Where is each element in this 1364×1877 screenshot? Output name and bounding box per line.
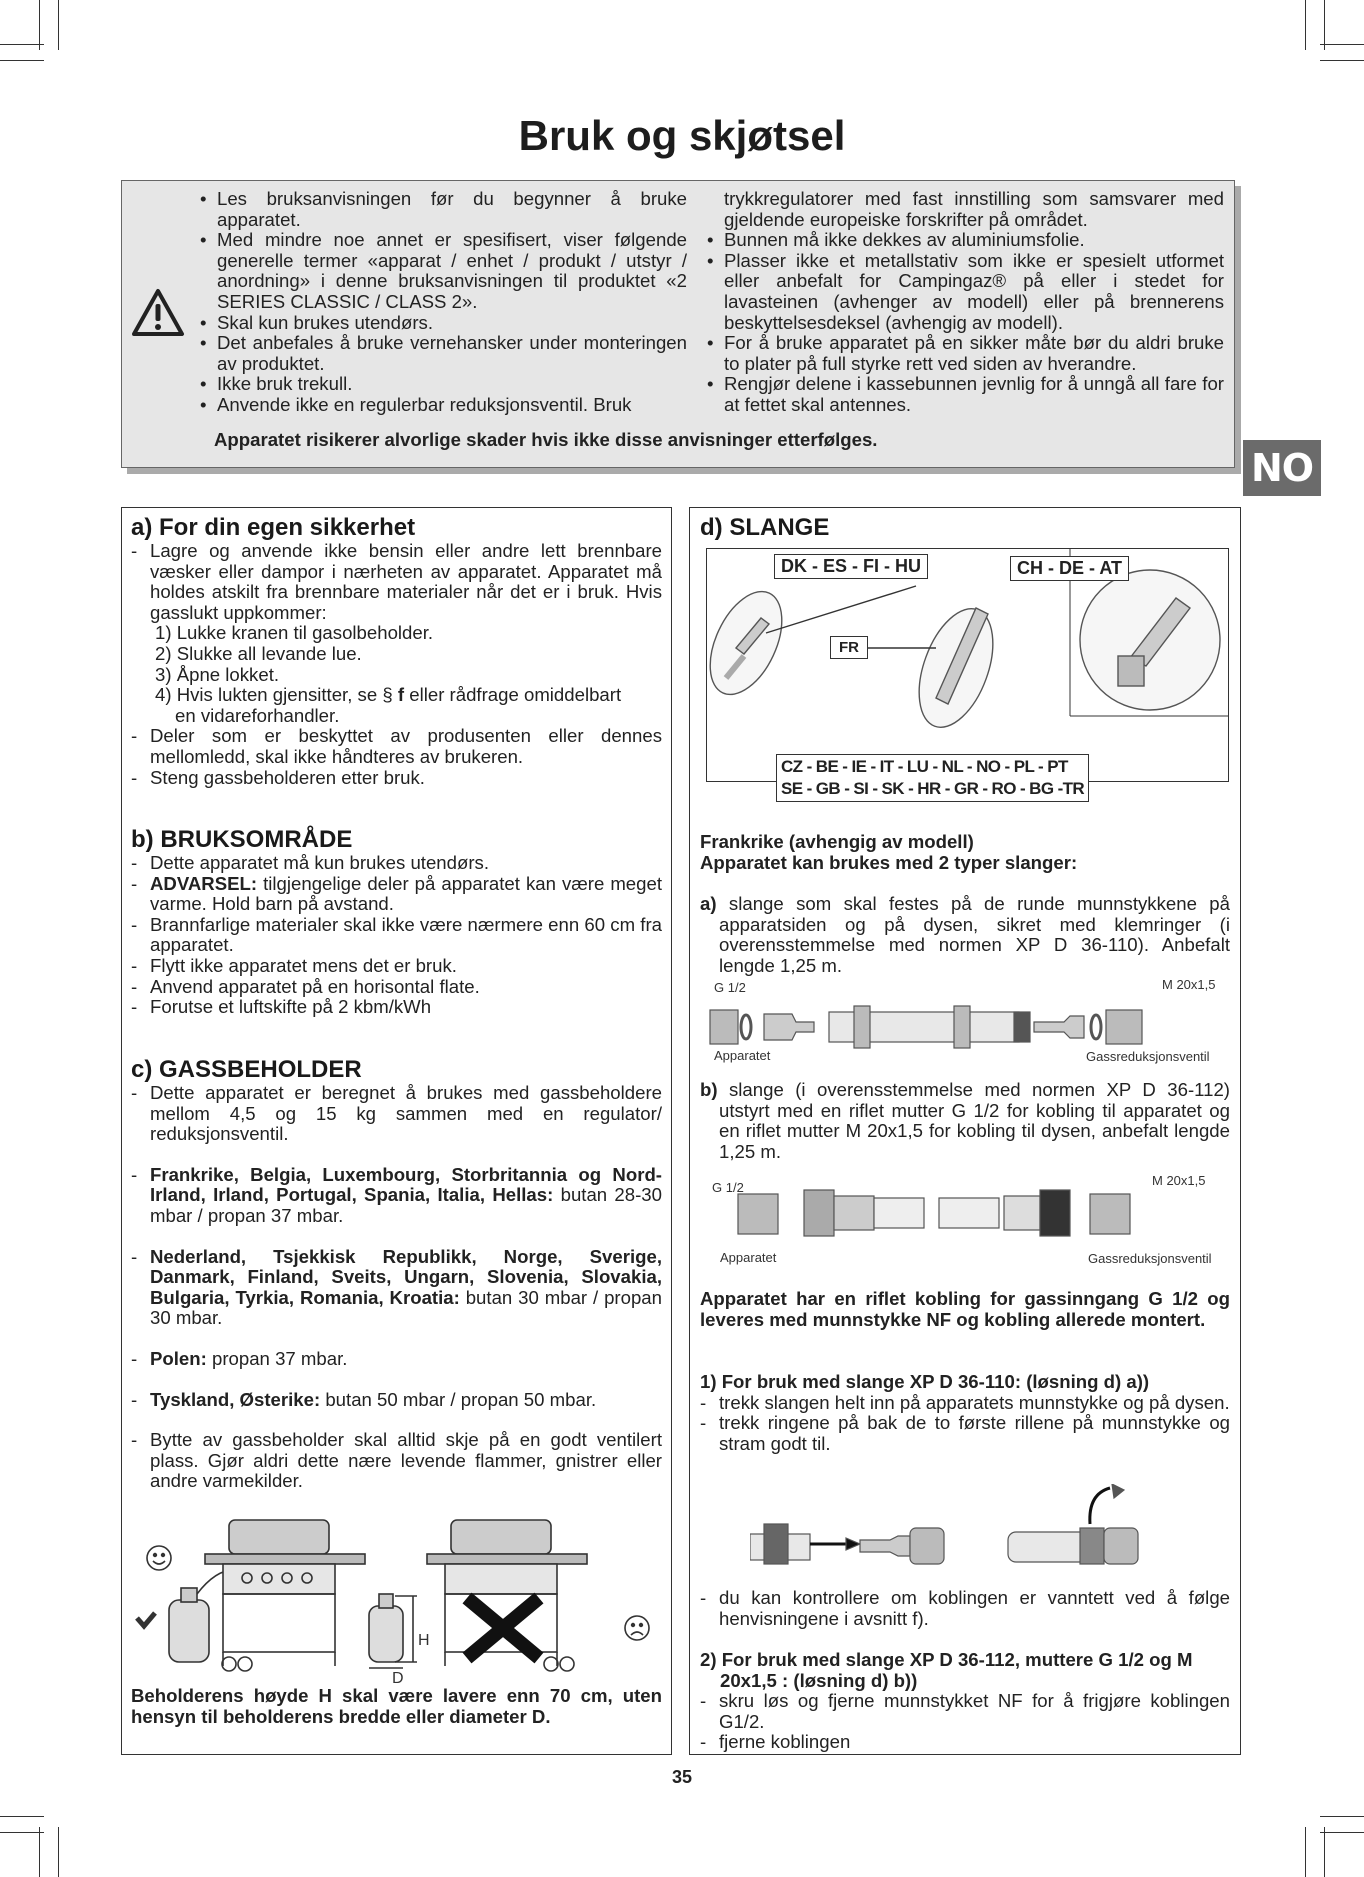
country-label-ch: CH - DE - AT xyxy=(1010,556,1129,581)
option-text: slange som skal festes på de runde munnstykkene på apparatsiden og på dysen, sikret med klemringer (i overensstemmelse med normen XP D 36-110). Anbefalt lengde 1,25 m. xyxy=(719,893,1230,976)
step-text: eller rådfrage omiddelbart xyxy=(409,684,622,706)
crop-mark xyxy=(1305,1827,1306,1877)
step-item: 1) Lukke kranen til gasolbeholder. xyxy=(155,622,434,644)
crop-mark xyxy=(1320,1832,1364,1833)
section-a-body xyxy=(131,541,662,788)
step1-block xyxy=(700,1372,1230,1454)
step-text: 4) Hvis lukten gjensitter, se § xyxy=(155,684,393,706)
crop-mark xyxy=(0,44,44,45)
clamp-figure xyxy=(750,1484,1230,1584)
country-list: Polen: xyxy=(150,1347,207,1369)
list-item: - Steng gassbeholderen etter bruk. xyxy=(131,768,662,789)
step2-heading: 2) For bruk med slange XP D 36-112, muttere G 1/2 og M 20x1,5 : (løsning d) b)) xyxy=(700,1649,1193,1691)
crop-mark xyxy=(58,0,59,50)
warning-column-left xyxy=(197,189,687,416)
country-label-fr: FR xyxy=(830,636,868,659)
list-item: - du kan kontrollere om koblingen er vanntett ved å følge henvisningene i avsnitt f). xyxy=(700,1588,1230,1629)
warning-item: • Bunnen må ikke dekkes av aluminiumsfolie. xyxy=(704,230,1224,251)
list-item: - Deler som er beskyttet av produsenten eller dennes mellomledd, skal ikke håndteres av brukeren. xyxy=(131,726,662,767)
crop-mark xyxy=(0,1816,44,1817)
warning-item: • Les bruksanvisningen før du begynner å bruke apparatet. xyxy=(197,189,687,230)
section-ref: f xyxy=(397,684,405,706)
pressure-text: propan 37 mbar. xyxy=(212,1347,348,1369)
list-item: - Lagre og anvende ikke bensin eller andre lett brennbare væsker eller dampor i nærheten av apparatet. Apparatet må holdes atskilt fra brennbare materialer når det er i bruk. Hvis gasslukt uppkommer: xyxy=(131,541,662,623)
cross-icon xyxy=(467,1598,539,1658)
section-d-heading: d) SLANGE xyxy=(700,514,830,541)
country-line: SE - GB - SI - SK - HR - GR - RO - BG -TR xyxy=(781,779,1085,798)
warning-item: • For å bruke apparatet på en sikker måte bør du aldri bruke to plater på full styrke rett ved siden av hverandre. xyxy=(704,333,1224,374)
regulator-label: Gassreduksjonsventil xyxy=(1086,1049,1210,1064)
warning-item: • Det anbefales å bruke vernehansker under monteringen av produktet. xyxy=(197,333,687,374)
warning-item: • Skal kun brukes utendørs. xyxy=(197,313,687,334)
option-text: slange (i overensstemmelse med normen XP D 36-112) utstyrt med en riflet mutter G 1/2 for kobling til apparatet og en riflet mutter M 20x1,5 for kobling til dysen, anbefalt lengde 1,25 m. xyxy=(719,1079,1230,1162)
page-number: 35 xyxy=(671,1767,693,1787)
step1-heading: 1) For bruk med slange XP D 36-110: (løsning d) a)) xyxy=(700,1371,1150,1392)
sad-face-icon xyxy=(625,1616,649,1640)
warning-item-continued: trykkregulatorer med fast innstilling som samsvarer med gjeldende europeiske forskrifter på området. xyxy=(724,188,1224,230)
diameter-label: D xyxy=(392,1670,404,1687)
list-item: - Dette apparatet er beregnet å brukes med gassbeholdere mellom 4,5 og 15 kg sammen med en regulator/ reduksjonsventil. xyxy=(131,1083,662,1145)
list-item: - Flytt ikke apparatet mens det er bruk. xyxy=(131,956,662,977)
crop-mark xyxy=(1320,44,1364,45)
right-panel xyxy=(689,507,1241,1755)
step2-block xyxy=(700,1650,1230,1753)
warning-triangle-icon xyxy=(131,288,185,338)
country-list: Tyskland, Østerike: xyxy=(150,1388,321,1410)
crop-mark xyxy=(1324,1827,1325,1877)
country-list: Nederland, Tsjekkisk Republikk, Norge, Sverige, Danmark, Finland, Sveits, Ungarn, Slovenia, Slovakia, Bulgaria, Tyrkia, Romania, Kroatia: xyxy=(150,1245,662,1308)
height-label: H xyxy=(418,1632,430,1649)
list-item: - trekk slangen helt inn på apparatets munnstykke og på dysen. xyxy=(700,1393,1230,1414)
country-label-dk: DK - ES - FI - HU xyxy=(774,554,928,579)
hose-connector-figure xyxy=(706,548,1229,782)
warning-box xyxy=(121,180,1235,468)
step-item: 3) Åpne lokket. xyxy=(155,663,280,685)
apparatus-label: Apparatet xyxy=(714,1048,771,1063)
country-line: CZ - BE - IE - IT - LU - NL - NO - PL - PT xyxy=(781,757,1068,776)
apparatus-label: Apparatet xyxy=(720,1250,777,1265)
france-line: Frankrike (avhengig av modell) xyxy=(700,831,974,852)
thread-label-g12: G 1/2 xyxy=(712,1180,744,1195)
hose-type-b xyxy=(700,1080,1230,1162)
thread-label-g12: G 1/2 xyxy=(714,980,746,995)
list-item: - trekk ringene på bak de to første rillene på munnstykke og stram godt til. xyxy=(700,1413,1230,1454)
warning-label: ADVARSEL: xyxy=(150,872,258,894)
warning-item: • Med mindre noe annet er spesifisert, viser følgende generelle termer «apparat / enhet / produkt / utstyr / anordning» i denne bruksanvisningen til produktet «2 SERIES CLASSIC / CLASS 2». xyxy=(197,230,687,312)
warning-item: • Ikke bruk trekull. xyxy=(197,374,687,395)
option-label: a) xyxy=(700,893,717,914)
list-item: - Bytte av gassbeholder skal alltid skje på en godt ventilert plass. Gjør aldri dette nære levende flammer, gnistrer eller andre varmekilder. xyxy=(131,1430,662,1492)
crop-mark xyxy=(0,60,44,61)
page-title: Bruk og skjøtsel xyxy=(518,112,846,159)
pressure-text: butan 50 mbar / propan 50 mbar. xyxy=(325,1388,597,1410)
coupling-note: Apparatet har en riflet kobling for gassinngang G 1/2 og leveres med munnstykke NF og kobling allerede montert. xyxy=(700,1288,1230,1330)
regulator-label: Gassreduksjonsventil xyxy=(1088,1251,1212,1266)
crop-mark xyxy=(39,1827,40,1877)
step-item: 2) Slukke all levande lue. xyxy=(155,642,362,664)
section-a-heading: a) For din egen sikkerhet xyxy=(131,514,416,541)
france-line: Apparatet kan brukes med 2 typer slanger: xyxy=(700,851,1078,873)
check-icon xyxy=(137,1613,155,1626)
list-item xyxy=(131,1247,662,1329)
country-label-cz xyxy=(776,754,1089,802)
section-c-body xyxy=(131,1083,662,1492)
list-item: - Forutse et luftskifte på 2 kbm/kWh xyxy=(131,997,662,1018)
section-b-heading: b) BRUKSOMRÅDE xyxy=(131,826,353,853)
warning-item: • Rengjør delene i kassebunnen jevnlig for å unngå all fare for at fettet skal antennes. xyxy=(704,374,1224,415)
list-item: - Dette apparatet må kun brukes utendørs. xyxy=(131,853,662,874)
section-b-body xyxy=(131,853,662,1018)
happy-face-icon xyxy=(147,1546,171,1570)
step1-check xyxy=(700,1588,1230,1629)
crop-mark xyxy=(39,0,40,50)
pressure-text: butan 30 mbar / propan 30 mbar. xyxy=(150,1286,662,1329)
pressure-text: butan 28-30 mbar / propan 37 mbar. xyxy=(150,1184,662,1226)
crop-mark xyxy=(1320,60,1364,61)
list-item xyxy=(131,874,662,915)
warning-item: • Plasser ikke et metallstativ som ikke er spesielt utformet eller anbefalt for Campingaz® på eller i stedet for lavasteinen (avhenger av modell) eller på brennerens beskyttelsesdeksel (avhengig av modell). xyxy=(704,251,1224,333)
step-item xyxy=(131,685,662,706)
france-note xyxy=(700,832,1230,873)
warning-footer: Apparatet risikerer alvorlige skader hvis ikke disse anvisninger etterfølges. xyxy=(214,429,878,450)
step-item-continued: en vidareforhandler. xyxy=(175,704,340,726)
hose-type-a xyxy=(700,894,1230,976)
crop-mark xyxy=(1320,1816,1364,1817)
left-panel xyxy=(121,507,672,1755)
thread-label-m20: M 20x1,5 xyxy=(1152,1173,1206,1188)
list-item: - fjerne koblingen xyxy=(700,1732,1230,1753)
country-list: Frankrike, Belgia, Luxembourg, Storbritannia og Nord-Irland, Irland, Portugal, Spania, Italia, Hellas: xyxy=(150,1163,662,1206)
list-item xyxy=(131,1390,662,1411)
section-c-heading: c) GASSBEHOLDER xyxy=(131,1056,362,1083)
thread-label-m20: M 20x1,5 xyxy=(1162,977,1216,992)
list-text: tilgjengelige deler på apparatet kan være meget varme. Hold barn på avstand. xyxy=(150,872,662,915)
crop-mark xyxy=(1324,0,1325,50)
list-item xyxy=(131,1349,662,1370)
warning-item: • Anvende ikke en regulerbar reduksjonsventil. Bruk xyxy=(197,395,687,416)
list-item xyxy=(131,1165,662,1227)
list-item: - Anvend apparatet på en horisontal flate. xyxy=(131,977,662,998)
crop-mark xyxy=(58,1827,59,1877)
crop-mark xyxy=(1305,0,1306,50)
warning-column-right xyxy=(704,189,1224,416)
list-item: - Brannfarlige materialer skal ikke være nærmere enn 60 cm fra apparatet. xyxy=(131,915,662,956)
bottle-caption: Beholderens høyde H skal være lavere enn 70 cm, uten hensyn til beholderens bredde eller diameter D. xyxy=(131,1685,662,1727)
crop-mark xyxy=(0,1832,44,1833)
language-tab: NO xyxy=(1243,440,1321,496)
option-label: b) xyxy=(700,1079,718,1100)
list-item: - skru løs og fjerne munnstykket NF for å frigjøre koblingen G1/2. xyxy=(700,1691,1230,1732)
gas-bottle-placement-illustration xyxy=(127,1498,667,1678)
